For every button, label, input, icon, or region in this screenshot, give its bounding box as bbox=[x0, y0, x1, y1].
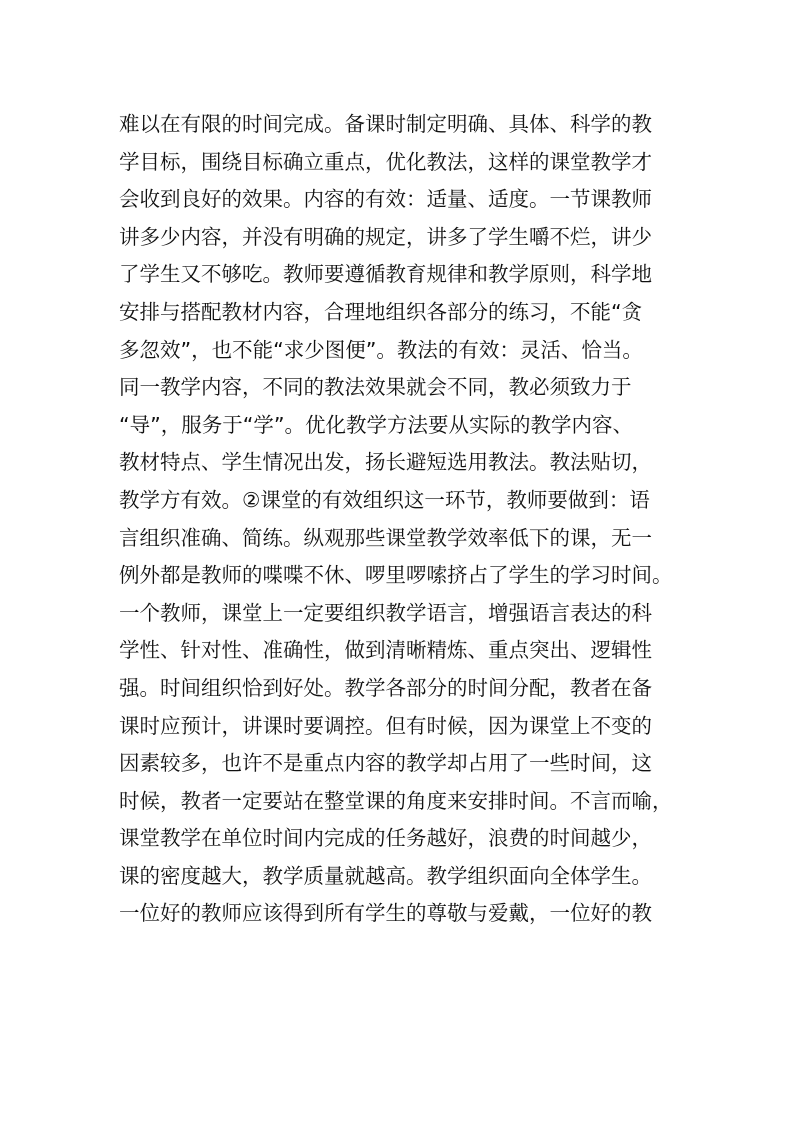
text-line: 学性、针对性、准确性，做到清晰精炼、重点突出、逻辑性 bbox=[119, 638, 652, 663]
text-line: 学目标，围绕目标确立重点，优化教法，这样的课堂教学才 bbox=[119, 149, 652, 174]
text-line: 多忽效”，也不能“求少图便”。教法的有效：灵活、恰当。 bbox=[119, 337, 643, 362]
text-line: 同一教学内容，不同的教法效果就会不同，教必须致力于 bbox=[119, 375, 632, 400]
text-line: 一位好的教师应该得到所有学生的尊敬与爱戴，一位好的教 bbox=[119, 901, 652, 926]
text-line: 一个教师，课堂上一定要组织教学语言，增强语言表达的科 bbox=[119, 600, 652, 625]
text-line: 会收到良好的效果。内容的有效：适量、适度。一节课教师 bbox=[119, 187, 652, 212]
text-line: 讲多少内容，并没有明确的规定，讲多了学生嚼不烂，讲少 bbox=[119, 224, 652, 249]
text-line: 课堂教学在单位时间内完成的任务越好，浪费的时间越少， bbox=[119, 826, 652, 851]
text-line: 强。时间组织恰到好处。教学各部分的时间分配，教者在备 bbox=[119, 675, 652, 700]
text-line: 言组织准确、简练。纵观那些课堂教学效率低下的课，无一 bbox=[119, 525, 652, 550]
text-line: 教学方有效。②课堂的有效组织这一环节，教师要做到：语 bbox=[119, 487, 650, 512]
text-line: 课时应预计，讲课时要调控。但有时候，因为课堂上不变的 bbox=[119, 713, 652, 738]
text-line: “导”，服务于“学”。优化教学方法要从实际的教学内容、 bbox=[119, 412, 633, 437]
text-line: 时候，教者一定要站在整堂课的角度来安排时间。不言而喻， bbox=[119, 788, 673, 813]
text-line: 安排与搭配教材内容，合理地组织各部分的练习，不能“贪 bbox=[119, 299, 643, 324]
text-line: 教材特点、学生情况出发，扬长避短选用教法。教法贴切， bbox=[119, 450, 652, 475]
text-line: 了学生又不够吃。教师要遵循教育规律和教学原则，科学地 bbox=[119, 262, 652, 287]
text-line: 因素较多，也许不是重点内容的教学却占用了一些时间，这 bbox=[119, 751, 652, 776]
text-line: 难以在有限的时间完成。备课时制定明确、具体、科学的教 bbox=[119, 112, 652, 136]
text-line: 课的密度越大，教学质量就越高。教学组织面向全体学生。 bbox=[119, 863, 652, 888]
text-line: 例外都是教师的喋喋不休、啰里啰嗦挤占了学生的学习时间。 bbox=[119, 563, 673, 588]
body-text bbox=[119, 106, 694, 933]
